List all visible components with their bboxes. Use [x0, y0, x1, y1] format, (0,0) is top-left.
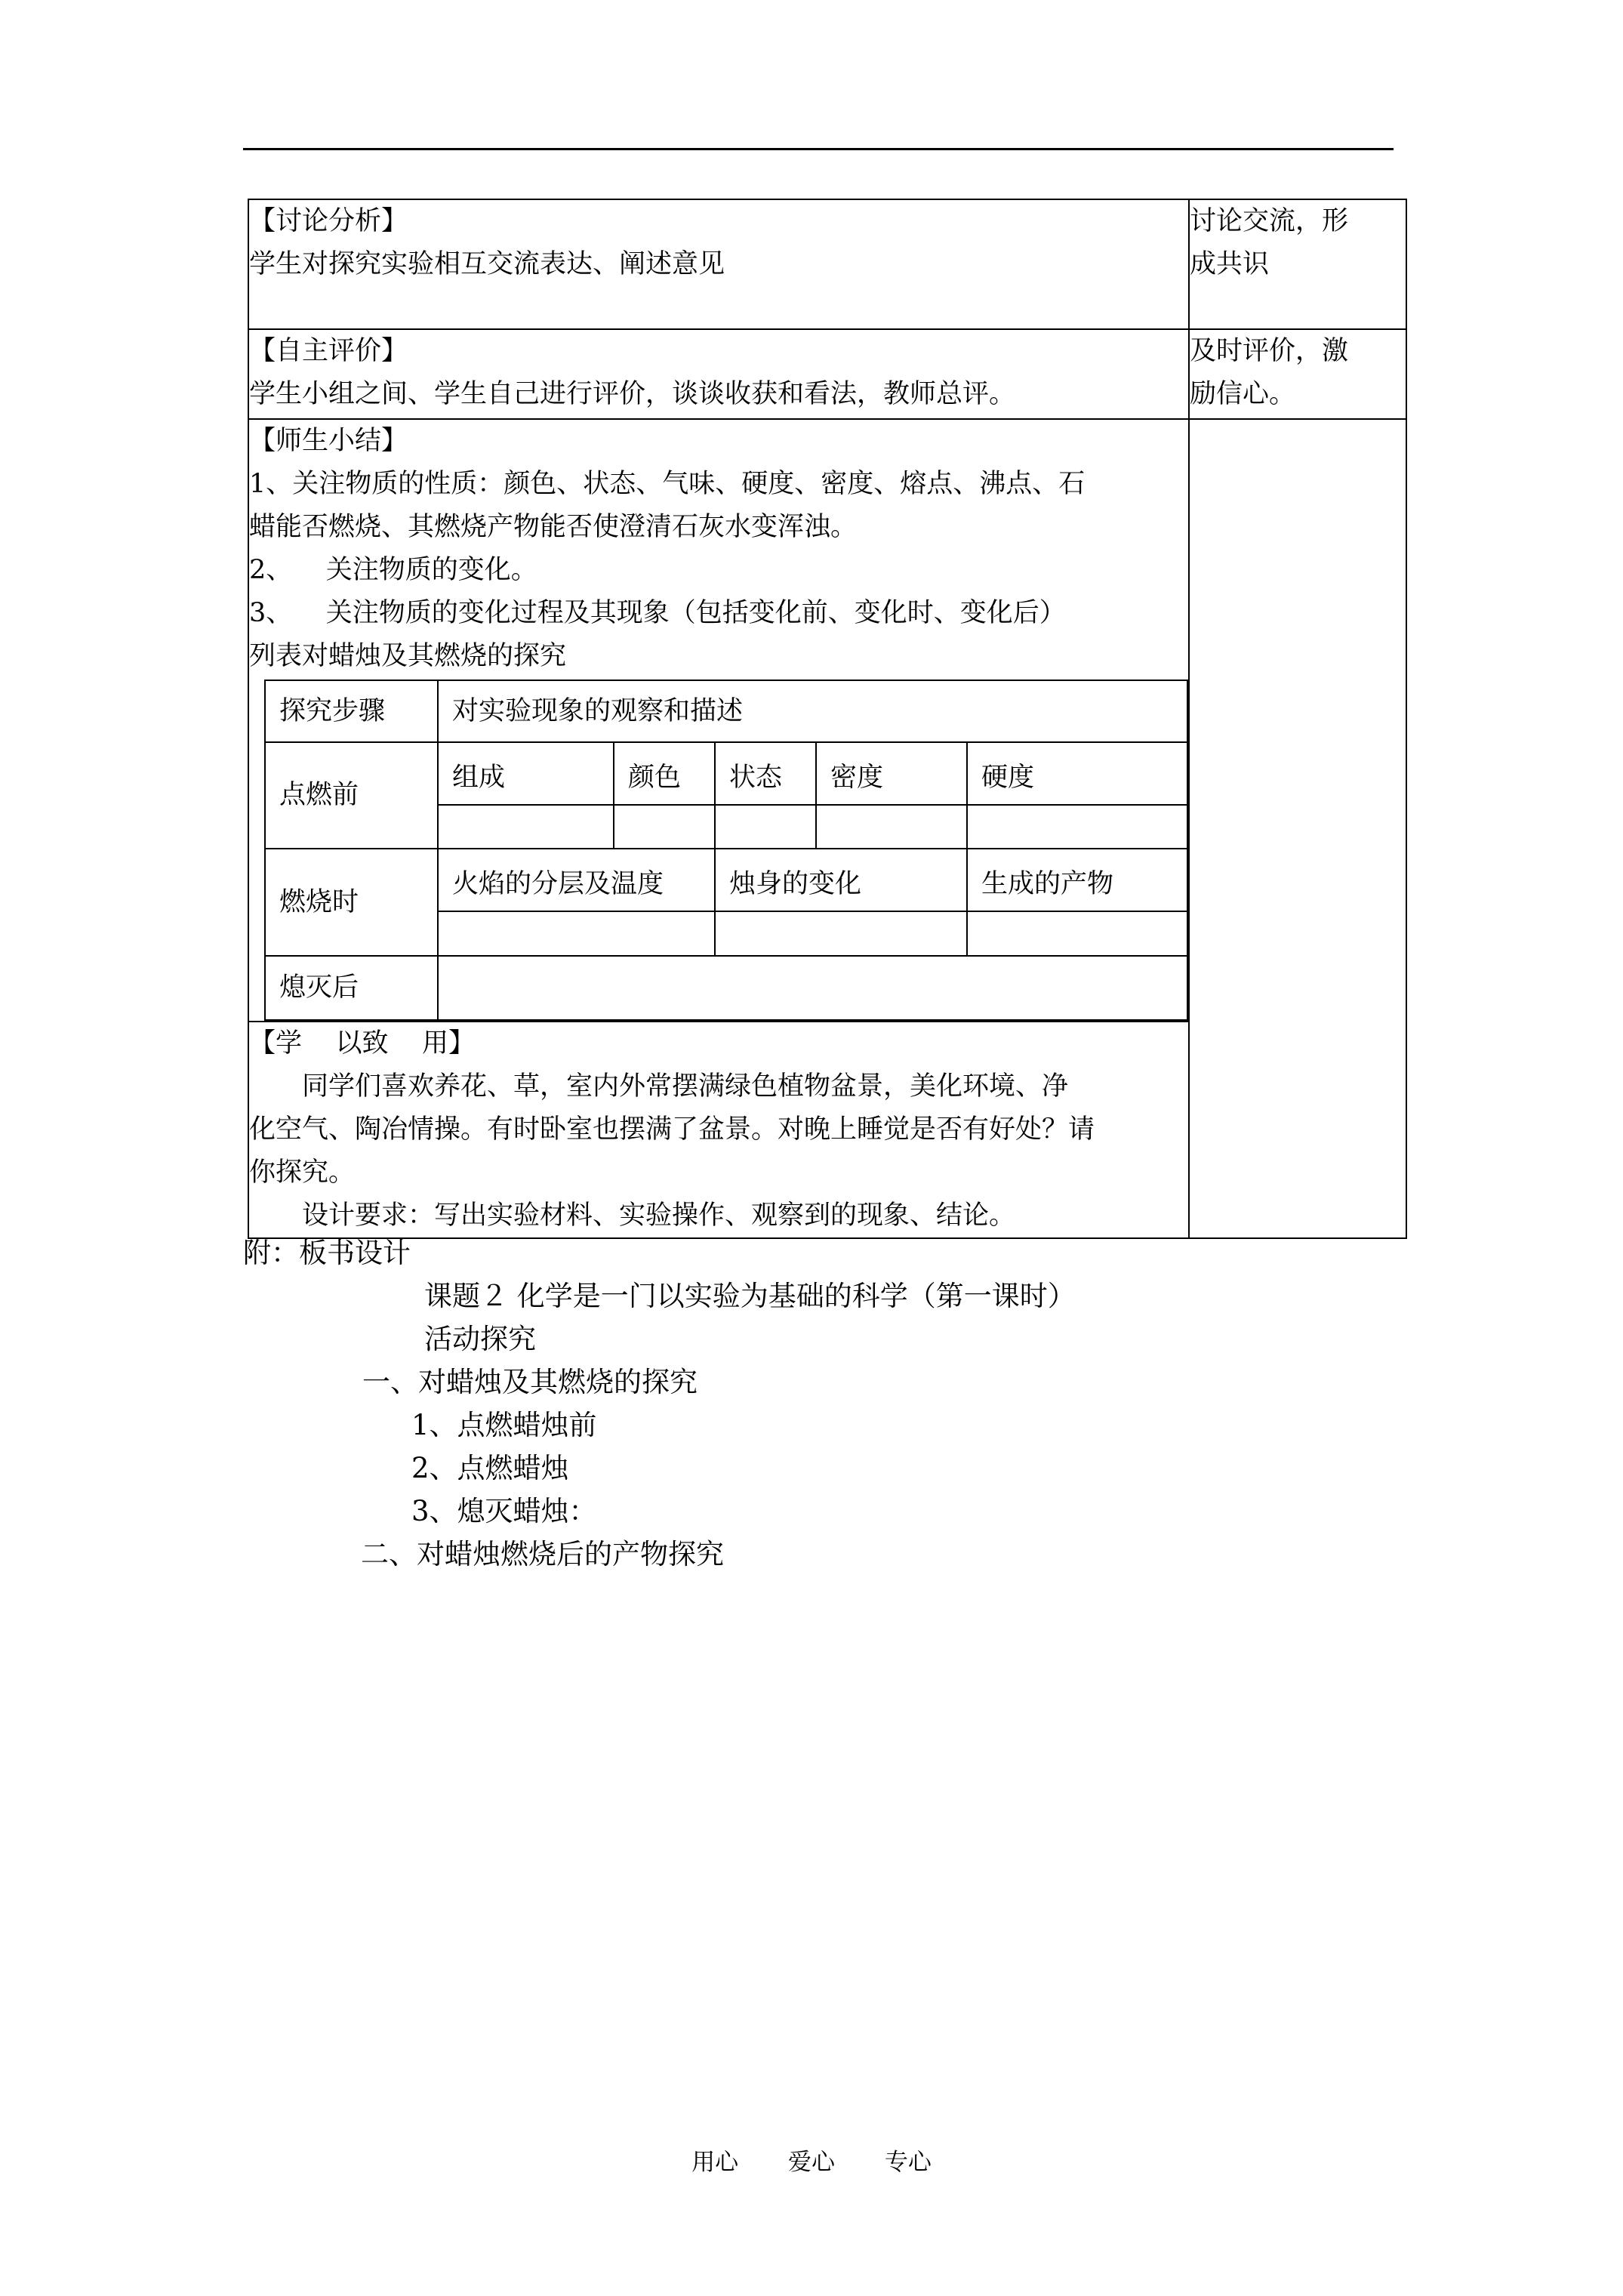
- footer-word-3: 专心: [884, 2149, 932, 2176]
- before-item-state: 状态: [715, 742, 816, 805]
- discussion-text: 学生对探究实验相互交流表达、阐述意见: [249, 249, 725, 279]
- apply-line-4: 设计要求：写出实验材料、实验操作、观察到的现象、结论。: [302, 1200, 1016, 1231]
- after-row: [265, 956, 1187, 1020]
- board-section-2: 二、对蜡烛燃烧后的产物探究: [361, 1538, 724, 1570]
- before-item-color: 颜色: [614, 742, 715, 805]
- before-blank-2: [614, 805, 715, 849]
- self-eval-note: [1189, 329, 1406, 419]
- after-blank: [438, 956, 1187, 1020]
- board-item-2: 2、点燃蜡烛: [411, 1452, 569, 1484]
- self-eval-note-line-1: 及时评价，激: [1190, 336, 1349, 366]
- apply-line-2: 化空气、陶冶情操。有时卧室也摆满了盆景。对晚上睡觉是否有好处？请: [249, 1114, 1095, 1145]
- footer-word-1: 用心: [691, 2149, 739, 2176]
- discussion-cell: [248, 199, 1189, 329]
- col-observation-header: 对实验现象的观察和描述: [438, 680, 1187, 742]
- burning-blank-1: [438, 911, 715, 956]
- burning-row-1: [265, 849, 1187, 911]
- inner-header-row: [265, 680, 1187, 742]
- row-discussion: [248, 199, 1406, 329]
- self-eval-note-line-2: 励信心。: [1190, 379, 1296, 409]
- discussion-title: 【讨论分析】: [249, 206, 408, 236]
- before-item-composition: 组成: [438, 742, 614, 805]
- discussion-note: [1189, 199, 1406, 329]
- summary-line-5: 列表对蜡烛及其燃烧的探究: [249, 641, 567, 671]
- summary-cell: [248, 419, 1189, 1022]
- candle-inquiry-table: [264, 680, 1188, 1021]
- apply-title: 【学 以致 用】: [249, 1028, 476, 1059]
- burning-blank-3: [967, 911, 1187, 956]
- row-self-eval: [248, 329, 1406, 419]
- row-summary: [248, 419, 1406, 1022]
- col-step-header: 探究步骤: [265, 680, 438, 742]
- self-eval-text: 学生小组之间、学生自己进行评价，谈谈收获和看法，教师总评。: [249, 379, 1016, 409]
- before-blank-4: [816, 805, 967, 849]
- burning-label: 燃烧时: [265, 849, 438, 956]
- summary-line-1: 1、关注物质的性质：颜色、状态、气味、硬度、密度、熔点、沸点、石: [249, 469, 1086, 499]
- board-heading: 附：板书设计: [243, 1237, 411, 1269]
- lesson-table: [248, 199, 1407, 1239]
- summary-title: 【师生小结】: [249, 426, 408, 456]
- before-row-1: [265, 742, 1187, 805]
- summary-line-3: 2、 关注物质的变化。: [249, 555, 537, 585]
- apply-line-1: 同学们喜欢养花、草，室内外常摆满绿色植物盆景，美化环境、净: [302, 1071, 1069, 1102]
- footer-word-2: 爱心: [788, 2149, 835, 2176]
- summary-line-2: 蜡能否燃烧、其燃烧产物能否使澄清石灰水变浑浊。: [249, 512, 858, 542]
- board-item-1: 1、点燃蜡烛前: [411, 1409, 597, 1441]
- before-item-density: 密度: [816, 742, 967, 805]
- burning-item-products: 生成的产物: [967, 849, 1187, 911]
- board-title: 课题２ 化学是一门以实验为基础的科学（第一课时）: [424, 1280, 1076, 1312]
- discussion-note-line-1: 讨论交流，形: [1190, 206, 1349, 236]
- before-blank-3: [715, 805, 816, 849]
- burning-item-body: 烛身的变化: [715, 849, 967, 911]
- summary-note-empty: [1189, 419, 1406, 1238]
- before-label: 点燃前: [265, 742, 438, 849]
- burning-item-flame: 火焰的分层及温度: [438, 849, 715, 911]
- board-section-1: 一、对蜡烛及其燃烧的探究: [362, 1366, 698, 1398]
- self-eval-cell: [248, 329, 1189, 419]
- before-blank-5: [967, 805, 1187, 849]
- board-item-3: 3、熄灭蜡烛：: [411, 1495, 597, 1527]
- self-eval-title: 【自主评价】: [249, 336, 408, 366]
- before-item-hardness: 硬度: [967, 742, 1187, 805]
- summary-line-4: 3、 关注物质的变化过程及其现象（包括变化前、变化时、变化后）: [249, 598, 1066, 628]
- burning-blank-2: [715, 911, 967, 956]
- apply-cell: [248, 1022, 1189, 1238]
- before-blank-1: [438, 805, 614, 849]
- header-rule: [243, 148, 1394, 150]
- page-footer: [0, 2143, 1623, 2177]
- after-label: 熄灭后: [265, 956, 438, 1020]
- discussion-note-line-2: 成共识: [1190, 249, 1270, 279]
- board-subtitle: 活动探究: [424, 1323, 536, 1355]
- apply-line-3: 你探究。: [249, 1157, 356, 1188]
